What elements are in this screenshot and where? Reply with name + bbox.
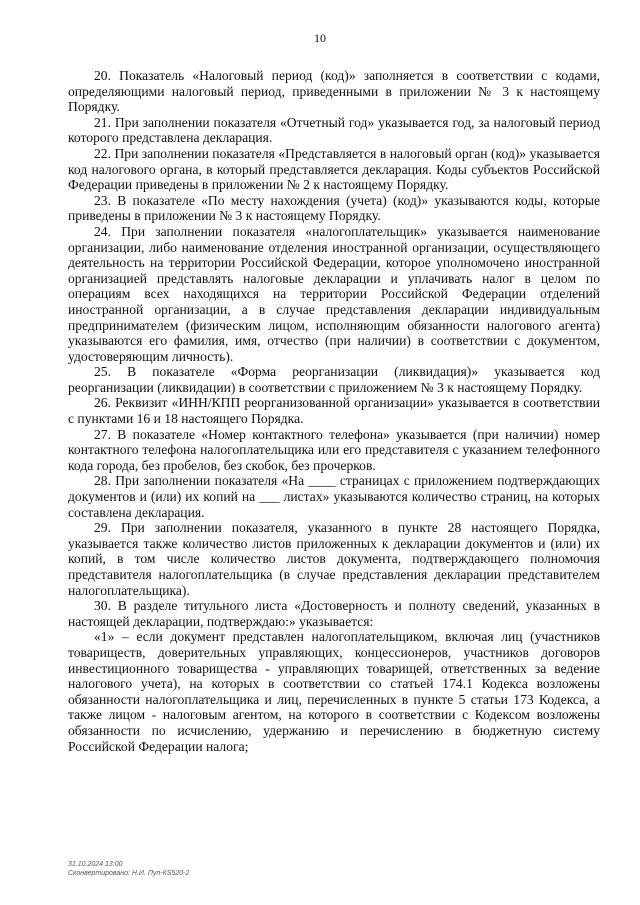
paragraph-27: 27. В показателе «Номер контактного телефона» указывается (при наличии) номер контактного телефона налогоплательщика или его представителя с указанием телефонного кода города, без пробелов, без скобок, без прочерков. bbox=[68, 426, 600, 473]
paragraph-24: 24. При заполнении показателя «налогоплательщик» указывается наименование организации, либо наименование отделения иностранной организации, осуществляющего деятельность на территории Российской Федерации, которое уполномочено иностранной организацией представлять налоговые декларации и уплачивать налог в целом по операциям всех находящихся на территории Российской Федерации отделений иностранной организации, а в случае представления декларации индивидуальным предпринимателем (физическим лицом, исполняющим обязанности налогового агента) указываются его фамилия, имя, отчество (при наличии) в соответствии с документом, удостоверяющим личность). bbox=[68, 223, 600, 364]
paragraph-28: 28. При заполнении показателя «На ____ страницах с приложением подтверждающих документов и (или) их копий на ___ листах» указываются количество страниц, на которых составлена декларация. bbox=[68, 473, 600, 520]
paragraph-30: 30. В разделе титульного листа «Достоверность и полноту сведений, указанных в настоящей декларации, подтверждаю:» указывается: bbox=[68, 598, 600, 629]
paragraph-30-item-1: «1» – если документ представлен налогоплательщиком, включая лиц (участников товариществ, доверительных управляющих, концессионеров, участников договоров инвестиционного товарищества - управляющих товарищей, ответственных за ведение налогового учета), на которых в соответствии со статьей 174.1 Кодекса возложены обязанности налогоплательщика и лиц, перечисленных в пункте 5 статьи 173 Кодекса, а также лицом - налоговым агентом, на которого в соответствии с Кодексом возложены обязанности по исчислению, удержанию и перечислению в бюджетную систему Российской Федерации налога; bbox=[68, 629, 600, 754]
footer-converter-note: Сконвертировано: Н.И. Пуп-КS520-2 bbox=[68, 870, 190, 877]
document-body bbox=[68, 68, 600, 754]
footer-stamp bbox=[68, 860, 189, 878]
footer-timestamp: 31.10.2024 13:00 bbox=[68, 861, 123, 868]
paragraph-23: 23. В показателе «По месту нахождения (учета) (код)» указываются коды, которые приведены в приложении № 3 к настоящему Порядку. bbox=[68, 192, 600, 224]
paragraph-21: 21. При заполнении показателя «Отчетный год» указывается год, за налоговый период которого представлена декларация. bbox=[68, 114, 600, 146]
paragraph-26: 26. Реквизит «ИНН/КПП реорганизованной организации» указывается в соответствии с пунктами 16 и 18 настоящего Порядка. bbox=[68, 395, 600, 427]
paragraph-22: 22. При заполнении показателя «Представляется в налоговый орган (код)» указывается код налогового органа, в который представляется декларация. Коды субъектов Российской Федерации приведены в приложении № 2 к настоящему Порядку. bbox=[68, 145, 600, 193]
paragraph-20: 20. Показатель «Налоговый период (код)» заполняется в соответствии с кодами, определяющими налоговый период, приведенными в приложении № 3 к настоящему Порядку. bbox=[68, 68, 600, 115]
paragraph-29: 29. При заполнении показателя, указанного в пункте 28 настоящего Порядка, указывается также количество листов приложенных к декларации документов и (или) их копий, в том числе количество листов документа, подтверждающего полномочия представителя налогоплательщика (в случае представления декларации представителем налогоплательщика). bbox=[68, 520, 600, 598]
paragraph-25: 25. В показателе «Форма реорганизации (ликвидация)» указывается код реорганизации (ликвидации) в соответствии с приложением № 3 к настоящему Порядку. bbox=[68, 364, 600, 395]
page-number: 10 bbox=[314, 31, 326, 45]
